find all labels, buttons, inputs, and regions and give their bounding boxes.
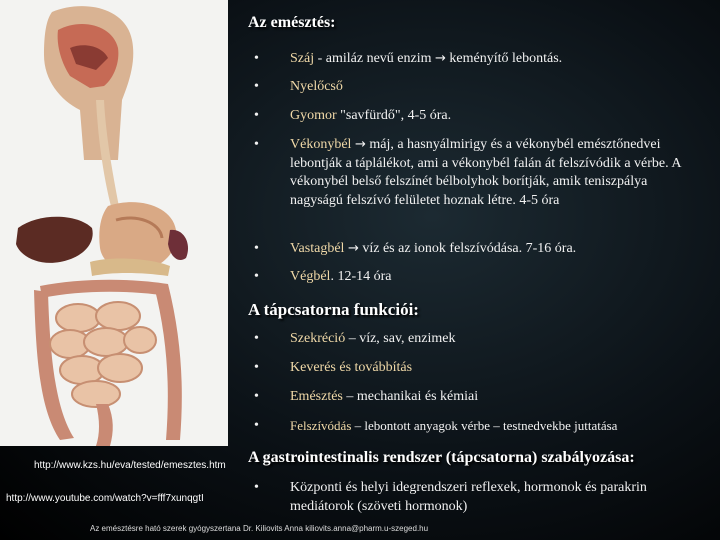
link-kzs-url[interactable]: http://www.kzs.hu/eva/tested/emesztes.htm xyxy=(34,460,226,471)
arrow-right-icon: → xyxy=(347,241,359,256)
section-regulation-title: A gastrointestinalis rendszer (tápcsatorna) szabályozása: xyxy=(248,449,635,466)
section-functions-title: A tápcsatorna funkciói: xyxy=(248,300,419,319)
section-digestion-title: Az emésztés: xyxy=(248,14,336,31)
arrow-right-icon: → xyxy=(435,51,446,66)
link-youtube-url[interactable]: http://www.youtube.com/watch?v=fff7xunqgtI xyxy=(6,493,204,504)
arrow-right-icon: → xyxy=(354,137,366,152)
digestive-system-model-image xyxy=(0,0,228,446)
slide: Az emésztés: • Száj - amiláz nevű enzim → keményítő lebontás. • Nyelőcső • Gyomor "savfürdő", 4-5 óra. • Vékonybél → máj, a hasnyálmirigy és a vékonybél emésztőnedvei lebontják a táplálékot, ami a vékonybél falán át felszívódik a vérbe. A vékonybél belső felszínét bélbolyhok borítják, amik teniszpálya nagyságú felszívó felületet hoznak létre. 4-5 óra • Vastagbél → víz és az ionok felszívódása. 7-16 óra. • Végbél. 12-14 óra A tápcsatorna funkciói: • Szekréció – víz, sav, enzimek • Keverés és továbbítás • Emésztés – mechanikai és kémiai • Felszívódás – lebontott anyagok vérbe – testnedvekbe juttatása A gastrointestinalis rendszer (tápcsatorna) szabályozása: • Központi és helyi idegrendszeri reflexek, hormonok és parakrin mediátorok (szöveti hormonok) http://www.kzs.hu/eva/tested/emesztes.htm http://www.youtube.com/watch?v=fff7xunqgtI Az emésztésre ható szerek gyógyszertana Dr. Kiliovits Anna kiliovits.anna@pharm.u-szeged.hu xyxy=(0,0,720,540)
slide-footer: Az emésztésre ható szerek gyógyszertana Dr. Kiliovits Anna kiliovits.anna@pharm.u-szeged.hu xyxy=(90,524,429,533)
